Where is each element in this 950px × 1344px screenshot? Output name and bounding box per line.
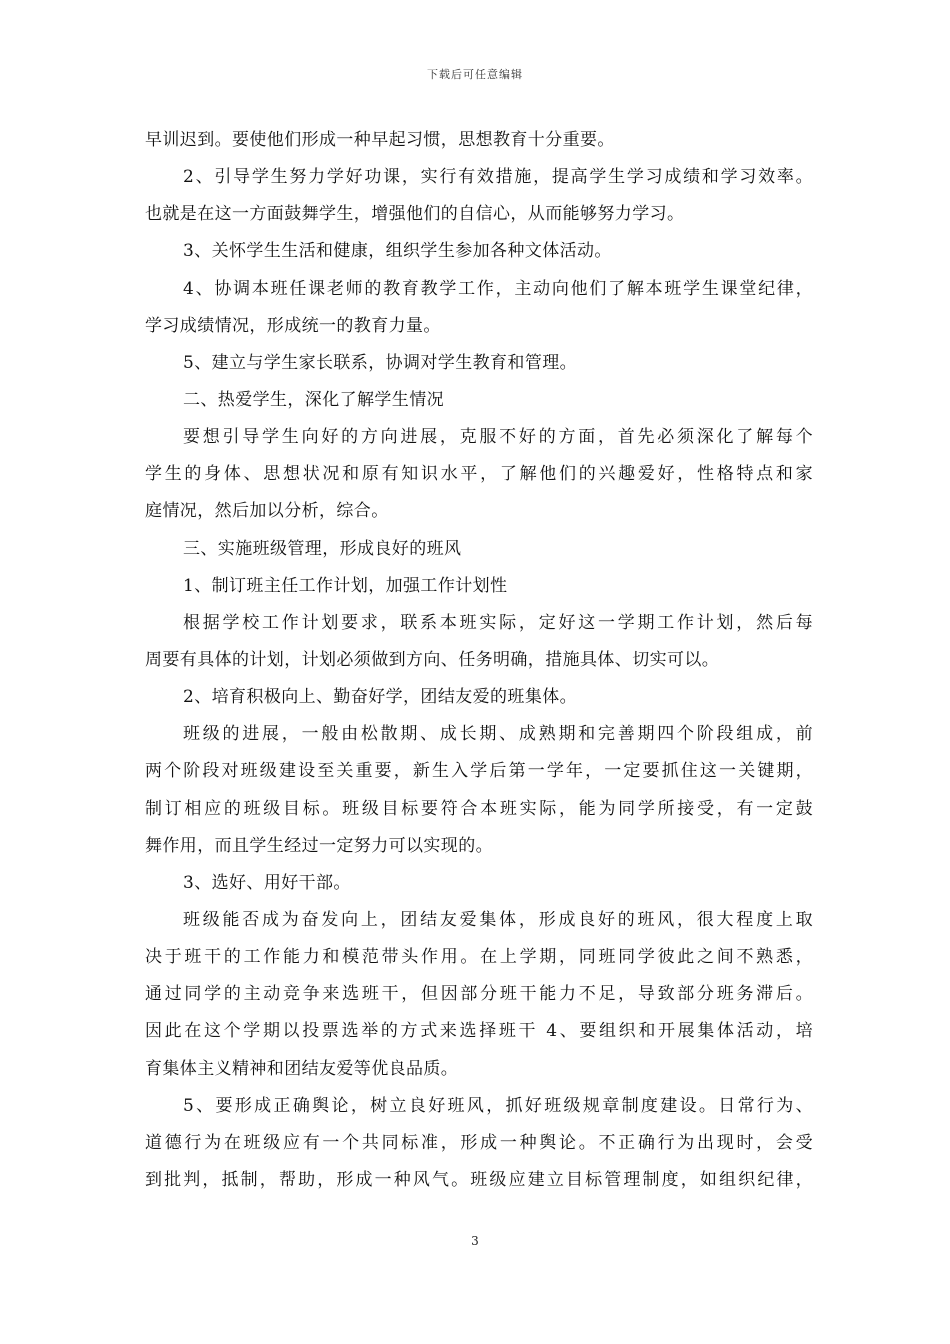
text-line: 两个阶段对班级建设至关重要，新生入学后第一学年，一定要抓住这一关键期， bbox=[145, 761, 813, 782]
text-line: 学生的身体、思想状况和原有知识水平，了解他们的兴趣爱好，性格特点和家 bbox=[145, 464, 813, 485]
text-line: 要想引导学生向好的方向进展，克服不好的方面，首先必须深化了解每个 bbox=[183, 427, 813, 448]
text-line: 道德行为在班级应有一个共同标准，形成一种舆论。不正确行为出现时，会受 bbox=[145, 1132, 813, 1153]
text-line: 早训迟到。要使他们形成一种早起习惯，思想教育十分重要。 bbox=[145, 130, 615, 150]
text-line: 舞作用，而且学生经过一定努力可以实现的。 bbox=[145, 835, 493, 856]
text-line: 5、要形成正确舆论，树立良好班风，抓好班级规章制度建设。日常行为、 bbox=[183, 1095, 813, 1116]
text-line: 制订相应的班级目标。班级目标要符合本班实际，能为同学所接受，有一定鼓 bbox=[145, 798, 813, 819]
text-line: 3、选好、用好干部。 bbox=[183, 872, 351, 893]
text-line: 4、协调本班任课老师的教育教学工作，主动向他们了解本班学生课堂纪律， bbox=[183, 278, 813, 299]
text-line: 学习成绩情况，形成统一的教育力量。 bbox=[145, 315, 441, 336]
text-line: 班级能否成为奋发向上，团结友爱集体，形成良好的班风，很大程度上取 bbox=[183, 909, 813, 930]
document-body bbox=[145, 122, 813, 1199]
text-line: 5、建立与学生家长联系，协调对学生教育和管理。 bbox=[183, 352, 578, 373]
text-line: 班级的进展，一般由松散期、成长期、成熟期和完善期四个阶段组成，前 bbox=[183, 724, 813, 745]
text-line: 通过同学的主动竞争来选班干，但因部分班干能力不足，导致部分班务滞后。 bbox=[145, 984, 813, 1005]
text-line: 也就是在这一方面鼓舞学生，增强他们的自信心，从而能够努力学习。 bbox=[145, 204, 685, 225]
text-line: 因此在这个学期以投票选举的方式来选择班干 4、要组织和开展集体活动，培 bbox=[145, 1021, 813, 1042]
text-line: 周要有具体的计划，计划必须做到方向、任务明确，措施具体、切实可以。 bbox=[145, 649, 720, 670]
page-header: 下载后可任意编辑 bbox=[427, 68, 523, 81]
text-line: 根据学校工作计划要求，联系本班实际，定好这一学期工作计划，然后每 bbox=[183, 612, 813, 633]
section-heading: 二、热爱学生，深化了解学生情况 bbox=[183, 389, 444, 410]
text-line: 3、关怀学生生活和健康，组织学生参加各种文体活动。 bbox=[183, 241, 612, 262]
text-line: 到批判，抵制，帮助，形成一种风气。班级应建立目标管理制度，如组织纪律， bbox=[145, 1169, 813, 1190]
text-line: 2、培育积极向上、勤奋好学，团结友爱的班集体。 bbox=[183, 687, 578, 708]
text-line: 1、制订班主任工作计划，加强工作计划性 bbox=[183, 575, 508, 596]
text-line: 庭情况，然后加以分析，综合。 bbox=[145, 501, 389, 522]
section-heading: 三、实施班级管理，形成良好的班风 bbox=[183, 538, 462, 559]
page-number: 3 bbox=[471, 1234, 479, 1248]
text-line: 育集体主义精神和团结友爱等优良品质。 bbox=[145, 1058, 459, 1079]
text-line: 决于班干的工作能力和模范带头作用。在上学期，同班同学彼此之间不熟悉， bbox=[145, 947, 813, 968]
text-line: 2、引导学生努力学好功课，实行有效措施，提高学生学习成绩和学习效率。 bbox=[183, 167, 813, 188]
